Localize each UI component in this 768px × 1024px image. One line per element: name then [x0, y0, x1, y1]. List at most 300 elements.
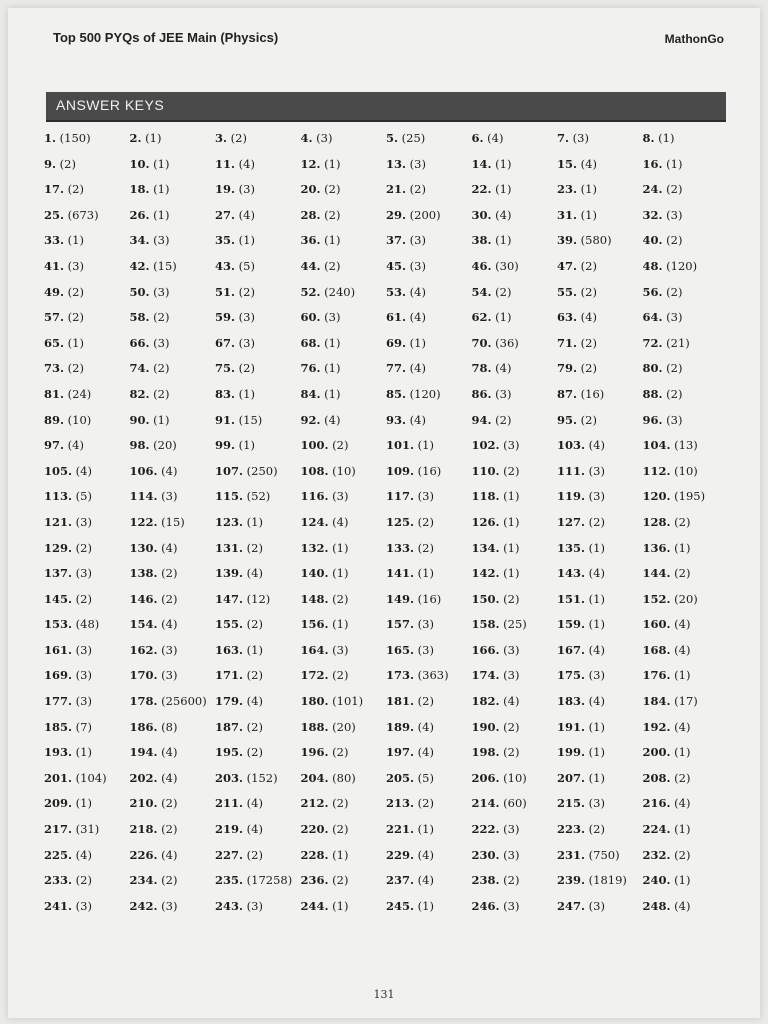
answer-item	[557, 408, 643, 434]
answer-item	[386, 894, 472, 920]
answer-item	[472, 177, 558, 203]
answer-item	[215, 280, 301, 306]
answer-item	[557, 254, 643, 280]
answer-item	[557, 612, 643, 638]
answer-item	[44, 254, 130, 280]
answer-item	[301, 791, 387, 817]
answer-item	[386, 203, 472, 229]
question-number: 191.	[557, 719, 586, 734]
answer-value: (1)	[153, 182, 170, 197]
answer-item	[386, 536, 472, 562]
question-number: 236.	[300, 873, 329, 888]
answer-value: (3)	[503, 847, 520, 862]
answer-value: (3)	[409, 156, 426, 171]
answer-item	[301, 203, 387, 229]
answer-value: (1)	[674, 668, 691, 683]
answer-item	[301, 766, 387, 792]
answer-item	[301, 510, 387, 536]
question-number: 242.	[129, 898, 158, 913]
question-number: 189.	[386, 719, 415, 734]
answer-item	[130, 331, 216, 357]
answer-value: (3)	[238, 182, 255, 197]
answer-value: (673)	[67, 207, 99, 222]
answer-item	[44, 433, 130, 459]
answer-value: (4)	[161, 463, 178, 478]
answer-value: (152)	[246, 770, 278, 785]
answer-item	[472, 433, 558, 459]
answer-item	[386, 408, 472, 434]
answer-value: (20)	[674, 591, 698, 606]
question-number: 158.	[471, 617, 500, 632]
question-number: 26.	[129, 207, 150, 222]
answer-item	[643, 356, 729, 382]
question-number: 115.	[215, 489, 244, 504]
answer-item	[472, 663, 558, 689]
answer-value: (2)	[495, 412, 512, 427]
answer-item	[301, 587, 387, 613]
question-number: 68.	[300, 335, 321, 350]
question-number: 198.	[471, 745, 500, 760]
question-number: 244.	[300, 898, 329, 913]
question-number: 55.	[557, 284, 578, 299]
question-number: 40.	[642, 233, 663, 248]
question-number: 86.	[471, 386, 492, 401]
answer-value: (1)	[324, 156, 341, 171]
answer-value: (4)	[409, 284, 426, 299]
answer-value: (3)	[75, 694, 92, 709]
question-number: 13.	[386, 156, 407, 171]
answer-item	[301, 868, 387, 894]
question-number: 131.	[215, 540, 244, 555]
answer-item	[301, 254, 387, 280]
answer-item	[643, 894, 729, 920]
question-number: 20.	[300, 182, 321, 197]
answer-value: (2)	[409, 182, 426, 197]
answer-value: (2)	[674, 566, 691, 581]
answer-item	[44, 817, 130, 843]
answer-item	[557, 561, 643, 587]
answer-item	[44, 331, 130, 357]
answer-item	[44, 203, 130, 229]
question-number: 185.	[44, 719, 73, 734]
question-number: 120.	[642, 489, 671, 504]
answer-value: (4)	[161, 745, 178, 760]
answer-value: (2)	[332, 438, 349, 453]
answer-item	[386, 305, 472, 331]
question-number: 156.	[300, 617, 329, 632]
answer-value: (1)	[658, 131, 675, 145]
question-number: 28.	[300, 207, 321, 222]
answer-value: (4)	[409, 412, 426, 427]
answer-item	[301, 459, 387, 485]
answer-value: (17258)	[246, 873, 293, 888]
answer-item	[386, 356, 472, 382]
question-number: 112.	[642, 463, 671, 478]
answer-item	[130, 408, 216, 434]
question-number: 241.	[44, 898, 73, 913]
answer-item	[215, 433, 301, 459]
answer-item	[130, 587, 216, 613]
answer-item	[301, 484, 387, 510]
answer-item	[557, 305, 643, 331]
answer-value: (2)	[674, 770, 691, 785]
question-number: 140.	[300, 566, 329, 581]
answer-item	[472, 126, 558, 152]
answer-value: (150)	[59, 131, 91, 145]
answer-item	[557, 740, 643, 766]
answer-value: (240)	[324, 284, 356, 299]
answer-value: (750)	[588, 847, 620, 862]
answer-item	[386, 561, 472, 587]
answer-value: (3)	[324, 310, 341, 325]
answer-item	[472, 766, 558, 792]
answer-value: (2)	[503, 463, 520, 478]
question-number: 23.	[557, 182, 578, 197]
answer-item	[130, 280, 216, 306]
answer-value: (2)	[666, 233, 683, 248]
answer-value: (2)	[161, 591, 178, 606]
answer-item	[215, 484, 301, 510]
question-number: 94.	[471, 412, 492, 427]
answer-item	[215, 228, 301, 254]
answer-item	[643, 382, 729, 408]
answer-item	[301, 843, 387, 869]
answer-item	[44, 305, 130, 331]
answer-value: (1)	[495, 182, 512, 197]
question-number: 42.	[129, 258, 150, 273]
question-number: 106.	[129, 463, 158, 478]
answer-item	[472, 638, 558, 664]
question-number: 179.	[215, 694, 244, 709]
answer-item	[386, 843, 472, 869]
answer-item	[130, 484, 216, 510]
question-number: 93.	[386, 412, 407, 427]
answer-value: (4)	[161, 617, 178, 632]
question-number: 61.	[386, 310, 407, 325]
answer-item	[643, 433, 729, 459]
answer-value: (1)	[417, 898, 434, 913]
answer-value: (1)	[674, 745, 691, 760]
answer-item	[301, 817, 387, 843]
question-number: 233.	[44, 873, 73, 888]
question-number: 143.	[557, 566, 586, 581]
answer-item	[301, 638, 387, 664]
answer-item	[643, 305, 729, 331]
question-number: 114.	[129, 489, 158, 504]
answer-item	[130, 305, 216, 331]
question-number: 153.	[44, 617, 73, 632]
answer-value: (3)	[316, 131, 333, 145]
answer-value: (1)	[588, 617, 605, 632]
answer-item	[44, 868, 130, 894]
answer-item	[557, 484, 643, 510]
answer-item	[557, 817, 643, 843]
question-number: 175.	[557, 668, 586, 683]
answer-value: (5)	[238, 258, 255, 273]
answer-value: (3)	[503, 438, 520, 453]
answer-value: (1)	[153, 156, 170, 171]
answer-value: (1)	[588, 540, 605, 555]
answer-value: (4)	[409, 361, 426, 376]
answer-value: (3)	[503, 822, 520, 837]
answer-item	[215, 715, 301, 741]
answer-item	[215, 203, 301, 229]
answer-item	[472, 305, 558, 331]
answer-item	[557, 663, 643, 689]
answer-item	[44, 536, 130, 562]
answer-item	[557, 638, 643, 664]
answer-value: (10)	[332, 463, 356, 478]
answer-item	[557, 894, 643, 920]
answer-item	[557, 356, 643, 382]
answer-item	[386, 663, 472, 689]
answer-value: (15)	[153, 258, 177, 273]
answer-value: (3)	[238, 335, 255, 350]
question-number: 71.	[557, 335, 578, 350]
answer-item	[472, 894, 558, 920]
answer-value: (10)	[503, 770, 527, 785]
answer-item	[557, 536, 643, 562]
answer-grid	[44, 126, 734, 919]
question-number: 101.	[386, 438, 415, 453]
answer-item	[472, 868, 558, 894]
question-number: 111.	[557, 463, 586, 478]
answer-item	[472, 152, 558, 178]
answer-value: (3)	[161, 642, 178, 657]
answer-value: (3)	[161, 668, 178, 683]
answer-value: (4)	[238, 156, 255, 171]
question-number: 148.	[300, 591, 329, 606]
question-number: 213.	[386, 796, 415, 811]
question-number: 129.	[44, 540, 73, 555]
answer-value: (3)	[75, 642, 92, 657]
answer-value: (1)	[580, 182, 597, 197]
answer-value: (2)	[666, 284, 683, 299]
answer-item	[130, 638, 216, 664]
answer-item	[130, 433, 216, 459]
answer-item	[643, 663, 729, 689]
question-number: 137.	[44, 566, 73, 581]
question-number: 99.	[215, 438, 236, 453]
question-number: 79.	[557, 361, 578, 376]
answer-value: (3)	[588, 796, 605, 811]
answer-item	[44, 894, 130, 920]
question-number: 105.	[44, 463, 73, 478]
answer-item	[643, 791, 729, 817]
answer-item	[643, 638, 729, 664]
question-number: 30.	[471, 207, 492, 222]
question-number: 174.	[471, 668, 500, 683]
question-number: 192.	[642, 719, 671, 734]
answer-value: (20)	[332, 719, 356, 734]
answer-item	[44, 382, 130, 408]
answer-value: (4)	[580, 156, 597, 171]
answer-value: (1)	[674, 873, 691, 888]
answer-item	[44, 459, 130, 485]
answer-item	[215, 561, 301, 587]
question-number: 50.	[129, 284, 150, 299]
answer-value: (200)	[409, 207, 441, 222]
question-number: 66.	[129, 335, 150, 350]
answer-value: (1)	[145, 131, 162, 145]
answer-item	[215, 638, 301, 664]
answer-item	[301, 331, 387, 357]
answer-value: (4)	[417, 847, 434, 862]
question-number: 130.	[129, 540, 158, 555]
answer-item	[643, 408, 729, 434]
answer-value: (4)	[588, 642, 605, 657]
answer-item	[643, 484, 729, 510]
question-number: 70.	[471, 335, 492, 350]
answer-value: (4)	[161, 540, 178, 555]
question-number: 6.	[471, 131, 484, 145]
answer-value: (1)	[67, 335, 84, 350]
answer-item	[386, 689, 472, 715]
question-number: 53.	[386, 284, 407, 299]
answer-item	[557, 152, 643, 178]
answer-item	[472, 817, 558, 843]
answer-item	[557, 228, 643, 254]
answer-item	[386, 254, 472, 280]
question-number: 135.	[557, 540, 586, 555]
answer-value: (2)	[666, 182, 683, 197]
question-number: 34.	[129, 233, 150, 248]
answer-item	[130, 689, 216, 715]
answer-value: (4)	[417, 745, 434, 760]
answer-item	[215, 177, 301, 203]
answer-value: (2)	[161, 822, 178, 837]
answer-item	[643, 228, 729, 254]
answer-value: (1)	[332, 566, 349, 581]
question-number: 218.	[129, 822, 158, 837]
answer-item	[472, 740, 558, 766]
answer-value: (4)	[246, 694, 263, 709]
section-title: ANSWER KEYS	[56, 97, 165, 113]
answer-value: (4)	[503, 694, 520, 709]
question-number: 27.	[215, 207, 236, 222]
question-number: 163.	[215, 642, 244, 657]
answer-item	[386, 280, 472, 306]
answer-item	[44, 510, 130, 536]
answer-item	[130, 228, 216, 254]
question-number: 78.	[471, 361, 492, 376]
answer-value: (2)	[580, 412, 597, 427]
answer-value: (4)	[238, 207, 255, 222]
answer-value: (3)	[161, 489, 178, 504]
answer-value: (4)	[246, 796, 263, 811]
question-number: 2.	[129, 131, 142, 145]
answer-value: (1)	[495, 156, 512, 171]
answer-item	[472, 459, 558, 485]
question-number: 92.	[300, 412, 321, 427]
answer-item	[472, 356, 558, 382]
answer-item	[472, 228, 558, 254]
answer-value: (3)	[246, 898, 263, 913]
answer-item	[472, 612, 558, 638]
answer-value: (3)	[153, 233, 170, 248]
answer-value: (1)	[503, 489, 520, 504]
question-number: 203.	[215, 770, 244, 785]
answer-value: (2)	[246, 847, 263, 862]
answer-value: (36)	[495, 335, 519, 350]
answer-value: (16)	[417, 463, 442, 478]
question-number: 85.	[386, 386, 407, 401]
answer-item	[301, 433, 387, 459]
answer-item	[643, 126, 729, 152]
answer-value: (3)	[588, 898, 605, 913]
answer-value: (1)	[153, 207, 170, 222]
question-number: 7.	[557, 131, 570, 145]
answer-value: (13)	[674, 438, 698, 453]
answer-value: (1)	[495, 233, 512, 248]
question-number: 39.	[557, 233, 578, 248]
answer-item	[130, 254, 216, 280]
answer-item	[557, 280, 643, 306]
question-number: 214.	[471, 796, 500, 811]
question-number: 67.	[215, 335, 236, 350]
question-number: 29.	[386, 207, 407, 222]
answer-item	[215, 868, 301, 894]
question-number: 141.	[386, 566, 415, 581]
question-number: 97.	[44, 438, 65, 453]
question-number: 199.	[557, 745, 586, 760]
question-number: 246.	[471, 898, 500, 913]
question-number: 37.	[386, 233, 407, 248]
answer-value: (3)	[417, 489, 434, 504]
question-number: 176.	[642, 668, 671, 683]
question-number: 14.	[471, 156, 492, 171]
question-number: 82.	[129, 386, 150, 401]
answer-value: (17)	[674, 694, 698, 709]
question-number: 113.	[44, 489, 73, 504]
question-number: 75.	[215, 361, 236, 376]
answer-value: (2)	[332, 796, 349, 811]
answer-value: (2)	[153, 310, 170, 325]
answer-value: (2)	[332, 668, 349, 683]
answer-value: (1)	[588, 591, 605, 606]
answer-value: (4)	[417, 873, 434, 888]
answer-value: (4)	[674, 719, 691, 734]
question-number: 205.	[386, 770, 415, 785]
answer-value: (1)	[666, 156, 683, 171]
answer-item	[643, 612, 729, 638]
question-number: 57.	[44, 310, 65, 325]
answer-value: (3)	[588, 463, 605, 478]
answer-value: (1)	[417, 822, 434, 837]
answer-item	[386, 484, 472, 510]
answer-item	[557, 715, 643, 741]
section-banner	[46, 92, 726, 122]
answer-value: (2)	[161, 873, 178, 888]
answer-item	[386, 791, 472, 817]
answer-item	[643, 280, 729, 306]
answer-item	[472, 510, 558, 536]
answer-value: (10)	[67, 412, 92, 427]
answer-item	[386, 177, 472, 203]
question-number: 65.	[44, 335, 65, 350]
answer-value: (2)	[161, 566, 178, 581]
answer-value: (4)	[332, 514, 349, 529]
question-number: 80.	[642, 361, 663, 376]
answer-item	[472, 331, 558, 357]
answer-item	[44, 715, 130, 741]
answer-value: (580)	[580, 233, 612, 248]
answer-value: (1)	[75, 796, 92, 811]
question-number: 136.	[642, 540, 671, 555]
answer-item	[386, 638, 472, 664]
question-number: 201.	[44, 770, 73, 785]
answer-value: (24)	[67, 386, 92, 401]
